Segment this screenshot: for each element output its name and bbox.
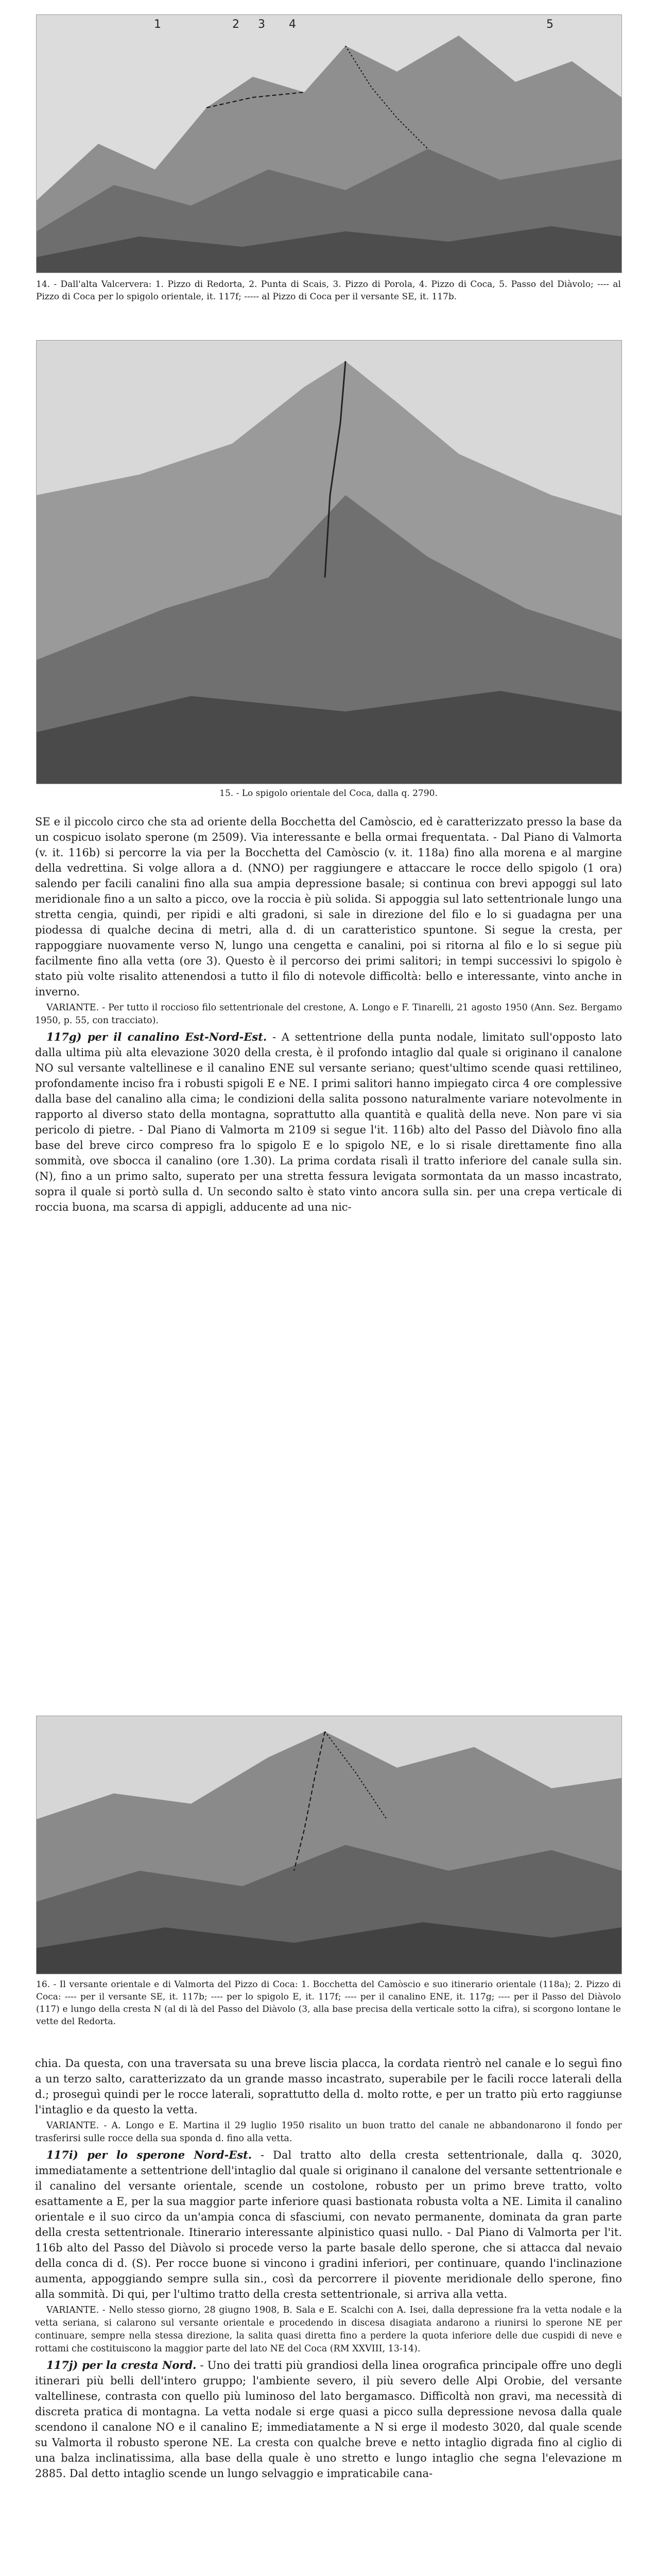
- variante-117f: VARIANTE. - Per tutto il roccioso filo settentrionale del crestone, A. Longo e F. Tinarelli, 21 agosto 1950 (Ann. Sez. Bergamo 1950, p. 55, con tracciato).: [35, 1003, 622, 1026]
- figure-15-caption-text: 15. - Lo spigolo orientale del Coca, dalla q. 2790.: [219, 788, 438, 799]
- paragraph-117f-end: SE e il piccolo circo che sta ad oriente della Bocchetta del Camòscio, ed è caratterizzato presso la base da un cospicuo isolato sperone (m 2509). Via interessante e bella ormai frequentata. - Dal Piano di Valmorta (v. it. 116b) si percorre la via per la Bocchetta del Camòscio (v. it. 118a) fino alla morena e al margine della vedrettina. Si volge allora a d. (NNO) per raggiungere e attaccare le rocce dello spigolo (1 ora) salendo per facili canalini fino alla sua ampia depressione basale; si continua con brevi appoggi sul lato meridionale fino a un salto a picco, ove la roccia è più solida. Si appoggia sul lato settentrionale lungo una stretta cengia, quindi, per ripidi e alti gradoni, si sale in direzione del filo e lo si guadagna per una piodessa di qualche decina di metri, alla d. di un caratteristico spuntone. Si segue la cresta, per rappoggiare nuovamente verso N, lungo una cengetta e canalini, poi si ritorna al filo e lo si segue più facilmente fino alla vetta (ore 3). Questo è il percorso dei primi salitori; in tempi successivi lo spigolo è stato più volte risalito attenendosi a tutto il filo di notevole difficoltà: bello e interessante, vinto anche in inverno.: [35, 816, 622, 998]
- paragraph-117g-end: chia. Da questa, con una traversata su una breve liscia placca, la cordata rientrò nel canale e lo seguì fino a un terzo salto, caratterizzato da un grande masso incastrato, superabile per le facili rocce laterali della d.; proseguì quindi per le rocce laterali, soprattutto della d. molto rotte, e per un tratto più erto raggiunse l'intaglio e da questo la vetta.: [35, 2057, 622, 2116]
- fig14-label-3: 3: [258, 18, 265, 31]
- figure-14-caption: 14. - Dall'alta Valcervera: 1. Pizzo di Redorta, 2. Punta di Scais, 3. Pizzo di Porola, 4. Pizzo di Coca, 5. Passo del Diàvolo; ---- al Pizzo di Coca per lo spigolo orientale, it. 117f; ----- al Pizzo di Coca per il versante SE, it. 117b.: [36, 279, 621, 302]
- variante-117g: VARIANTE. - A. Longo e E. Martina il 29 luglio 1950 risalito un buon tratto del canale ne abbandonarono il fondo per trasferirsi sulle rocce della sua sponda d. fino alla vetta.: [35, 2121, 622, 2144]
- variante-117i: VARIANTE. - Nello stesso giorno, 28 giugno 1908, B. Sala e E. Scalchi con A. Isei, dalla depressione fra la vetta nodale e la vetta seriana, si calarono sul versante orientale e procedendo in discesa disagiata andarono a riunirsi lo sperone NE per continuare, sempre nella stessa direzione, la salita quasi diretta fino a perdere la quota inferiore delle due cuspidi di neve e rottami che costituiscono la maggior parte del lato NE del Coca (RM XXVIII, 13-14).: [35, 2305, 622, 2354]
- fig14-label-2: 2: [232, 18, 239, 31]
- figure-14-illustration: [36, 14, 622, 273]
- text-block-1: [35, 814, 622, 1217]
- figure-16-illustration: [36, 1716, 622, 1974]
- figure-16-caption: 16. - Il versante orientale e di Valmorta del Pizzo di Coca: 1. Bocchetta del Camòscio e suo itinerario orientale (118a); 2. Pizzo di Coca: ---- per il versante SE, it. 117b; ---- per lo spigolo E, it. 117f; ---- per il canalino ENE, it. 117g; ---- per il Passo del Diàvolo (117) e lungo della cresta N (al di là del Passo del Diàvolo (3, alla base precisa della verticale sotto la cifra), si scorgono lontane le vette del Redorta.: [36, 1979, 621, 2027]
- heading-117j: 117j) per la cresta Nord.: [46, 2359, 197, 2371]
- heading-117g: 117g) per il canalino Est-Nord-Est.: [46, 1030, 267, 1043]
- text-block-2: [35, 2056, 622, 2483]
- paragraph-117g: - A settentrione della punta nodale, limitato sull'opposto lato dalla ultima più alta elevazione 3020 della cresta, è il profondo intaglio dal quale si originano il canalone NO sul versante valtellinese e il canalino ENE sul versante seriano; quest'ultimo scende quasi rettilineo, profondamente inciso fra i robusti spigoli E e NE. I primi salitori hanno impiegato circa 4 ore complessive dalla base del canalino alla cima; le condizioni della salita possono naturalmente variare notevolmente in rapporto al diverso stato della montagna, soprattutto alla quantità e qualità della neve. Non pare vi sia pericolo di pietre. - Dal Piano di Valmorta m 2109 si segue l'it. 116b) alto del Passo del Diàvolo fino alla base del breve circo compreso fra lo spigolo E e lo spigolo NE, e lo si risale direttamente fino alla sommità, ove sbocca il canalino (ore 1.30). La prima cordata risalì il tratto inferiore del canale sulla sin. (N), fino a un primo salto, superato per una stretta fessura levigata sormontata da un masso incastrato, sopra il quale si portò sulla d. Un secondo salto è stato vinto ancora sulla sin. per una crepa verticale di roccia buona, ma scarsa di appigli, adducente ad una nic-: [35, 1031, 622, 1213]
- figure-15-illustration: [36, 340, 622, 784]
- fig14-label-1: 1: [154, 18, 161, 31]
- fig14-label-4: 4: [289, 18, 296, 31]
- paragraph-117j: - Uno dei tratti più grandiosi della linea orografica principale offre uno degli itinerari più belli dell'intero gruppo; l'ambiente severo, il più severo delle Alpi Orobie, del versante valtellinese, contrasta con quello più luminoso del lato bergamasco. Difficoltà non gravi, ma necessità di discreta pratica di montagna. La vetta nodale si erge quasi a picco sulla depressione nevosa dalla quale scendono il canalone NO e il canalino E; immediatamente a N si erge il modesto 3020, dal quale scende su Valmorta il robusto sperone NE. La cresta con qualche breve e netto intaglio digrada fino al ciglio di una balza inclinatissima, alla base della quale è uno stretto e lungo intaglio che segna l'elevazione m 2885. Dal detto intaglio scende un lungo selvaggio e impraticabile cana-: [35, 2359, 622, 2480]
- figure-15-caption: [36, 787, 621, 800]
- fig14-label-5: 5: [546, 18, 554, 31]
- heading-117i: 117i) per lo sperone Nord-Est.: [46, 2148, 252, 2161]
- paragraph-117i: - Dal tratto alto della cresta settentrionale, dalla q. 3020, immediatamente a settentrione dell'intaglio dal quale si originano il canalone del versante settentrionale e il canalino del versante orientale, scende un costolone, robusto per un primo breve tratto, volto esattamente a E, per la sua maggior parte inferiore quasi bastionata robusta volta a NE. Limita il canalino orientale e il suo circo da un'ampia conca di sfasciumi, con nevato permanente, dominata da gran parte della cresta settentrionale. Itinerario interessante alpinistico quasi nullo. - Dal Piano di Valmorta per l'it. 116b alto del Passo del Diàvolo si procede verso la parte basale dello sperone, che si attacca dal nevaio della conca di d. (S). Per rocce buone si vincono i gradini inferiori, per continuare, quando l'inclinazione aumenta, appoggiando sempre sulla sin., così da percorrere il piovente meridionale dello sperone, fino alla sommità. Di qui, per l'ultimo tratto della cresta settentrionale, si arriva alla vetta.: [35, 2149, 622, 2300]
